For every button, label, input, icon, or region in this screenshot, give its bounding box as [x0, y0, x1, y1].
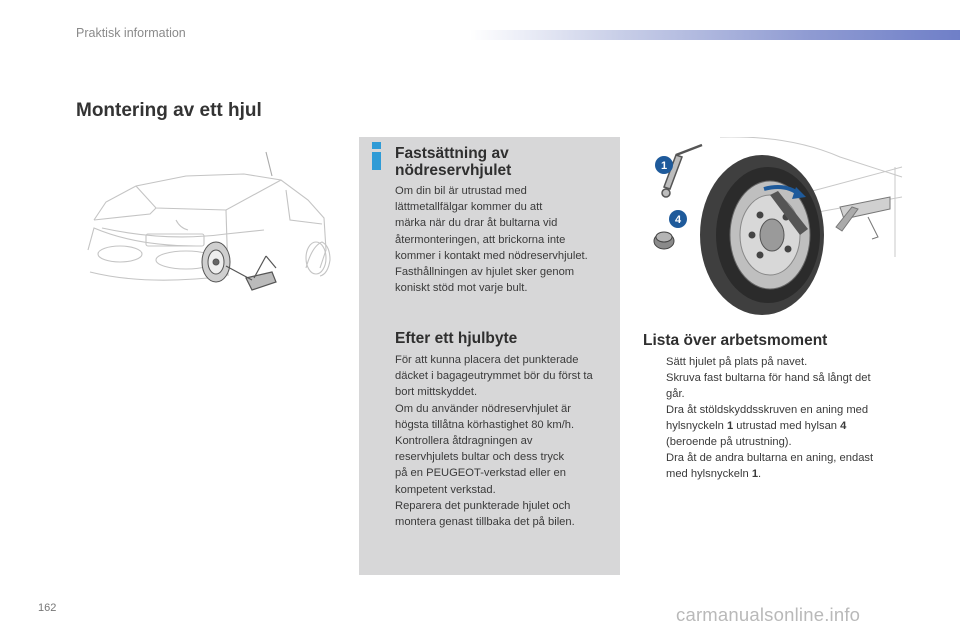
header-accent-bar — [470, 30, 960, 40]
after-change-text: För att kunna placera det punkterade däcket i bagageutrymmet bör du först ta bort mittskyddet. Om du använder nödreservhjulet är högsta tillåtna körhastighet 80 km/h. Kontrollera åtdragningen av reservhjulets bultar och dess tryck på en PEUGEOT-verkstad eller en kompetent verkstad. Reparera det punkterade hjulet och montera genast tillbaka det på bilen. — [395, 354, 593, 529]
list-item: Sätt hjulet på plats på navet. — [666, 356, 808, 368]
callout-4-label: 4 — [674, 214, 682, 226]
section-header: Praktisk information — [76, 26, 186, 40]
list-item: Skruva fast bultarna för hand så långt det går. — [666, 372, 871, 400]
watermark: carmanualsonline.info — [676, 604, 861, 625]
info-box — [359, 137, 620, 575]
car-illustration — [76, 150, 338, 300]
fastening-heading-line2: nödreservhjulet — [395, 162, 512, 179]
fastening-heading-line1: Fastsättning av — [395, 145, 509, 162]
steps-list — [643, 354, 903, 482]
wheel-illustration — [640, 137, 905, 317]
fastening-text: Om din bil är utrustad med lättmetallfälgar kommer du att märka när du drar åt bultarna vid återmonteringen, att brickorna inte kommer i kontakt med nödreservhjulet. Fasthållningen av hjulet sker genom koniskt stöd mot varje bult. — [395, 185, 588, 295]
page-title: Montering av ett hjul — [76, 100, 262, 121]
page-number: 162 — [38, 602, 57, 614]
callout-1-label: 1 — [660, 160, 668, 172]
list-item: Dra åt stöldskyddsskruven en aning med hylsnyckeln 1 utrustad med hylsan 4 (beroende på utrustning). — [666, 404, 869, 448]
list-item: Dra åt de andra bultarna en aning, endast med hylsnyckeln 1. — [666, 452, 874, 480]
info-icon — [369, 142, 385, 170]
after-change-heading: Efter ett hjulbyte — [395, 330, 518, 347]
fastening-heading — [395, 145, 511, 179]
steps-heading: Lista över arbetsmoment — [643, 332, 828, 349]
